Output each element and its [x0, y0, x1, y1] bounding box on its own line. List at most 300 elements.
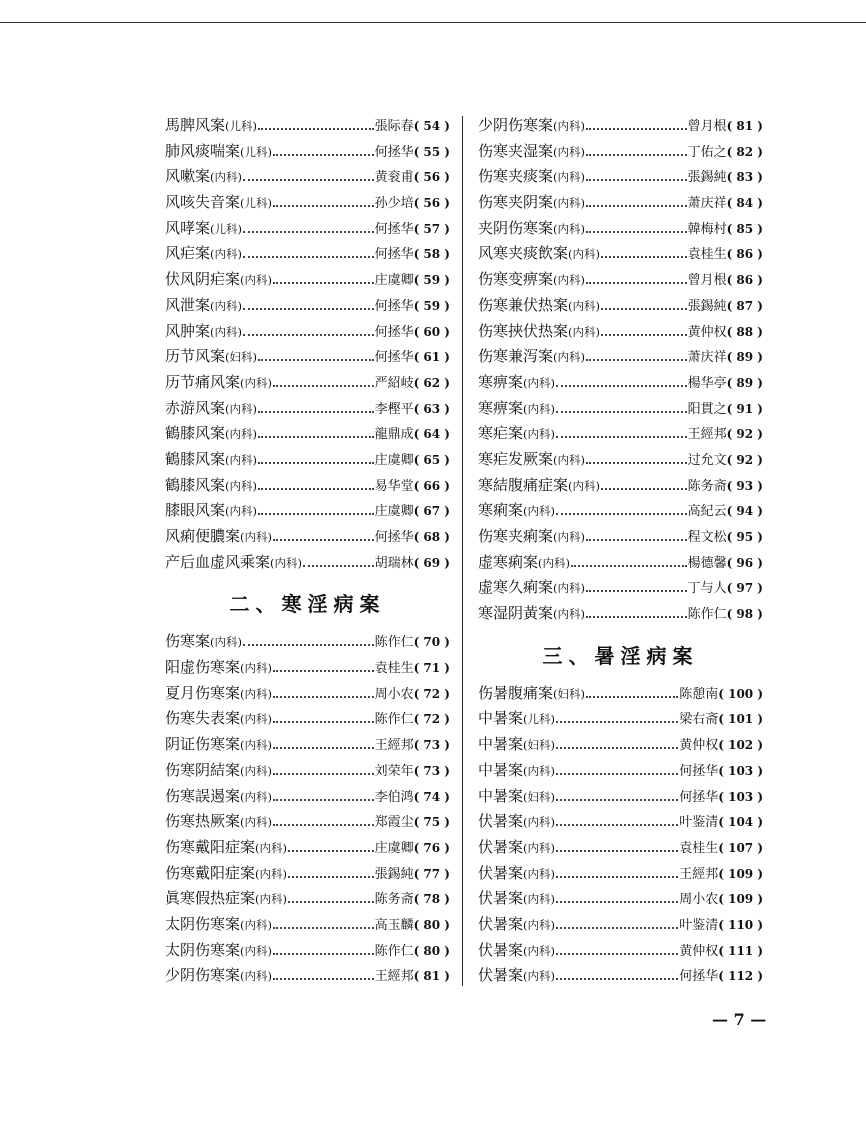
entry-author: 陈作仁 — [374, 635, 414, 651]
toc-entry — [478, 217, 763, 243]
entry-author: 何拯华 — [679, 763, 719, 779]
entry-author: 何拯华 — [374, 350, 414, 366]
entry-page: ( 109 ) — [718, 892, 763, 907]
entry-author: 严紹岐 — [374, 375, 414, 391]
entry-page: ( 112 ) — [718, 969, 763, 984]
entry-page: ( 78 ) — [413, 892, 450, 907]
dot-leader — [258, 513, 374, 515]
dot-leader — [556, 385, 687, 387]
entry-author: 黄仲权 — [679, 738, 719, 754]
entry-author: 郑霞尘 — [374, 815, 414, 831]
entry-title: 伤寒阴結案 — [165, 760, 241, 779]
toc-entry — [165, 320, 450, 346]
entry-author: 庄虞卿 — [374, 273, 414, 289]
entry-department: (内科) — [210, 247, 242, 262]
entry-department: (内科) — [523, 375, 555, 390]
entry-department: (内科) — [568, 298, 600, 313]
dot-leader — [586, 462, 687, 464]
toc-entry — [165, 268, 450, 294]
toc-entry — [478, 733, 763, 759]
dot-leader — [288, 876, 374, 878]
page-number: — 7 — — [712, 1010, 767, 1029]
entry-page: ( 62 ) — [413, 375, 450, 390]
entry-author: 李樫平 — [374, 401, 414, 417]
entry-department: (儿科) — [225, 119, 257, 133]
dot-leader — [586, 128, 687, 130]
entry-department: (内科) — [553, 530, 585, 544]
entry-department: (内科) — [553, 221, 585, 236]
entry-page: ( 103 ) — [718, 763, 763, 778]
entry-department: (内科) — [240, 969, 272, 984]
entry-page: ( 84 ) — [726, 196, 763, 211]
dot-leader — [243, 334, 374, 336]
entry-title: 伏暑案 — [478, 837, 524, 856]
toc-entry — [165, 525, 450, 551]
entry-department: (内科) — [240, 738, 272, 753]
dot-leader — [556, 513, 687, 515]
dot-leader — [586, 590, 687, 592]
entry-department: (内科) — [553, 119, 585, 133]
entry-title: 伏暑案 — [478, 863, 524, 882]
entry-title: 伤寒热厥案 — [165, 812, 241, 831]
entry-page: ( 102 ) — [718, 738, 763, 753]
dot-leader — [556, 850, 678, 852]
entry-title: 伤寒失表案 — [165, 709, 241, 728]
entry-title: 伤寒戴阳症案 — [165, 837, 256, 856]
dot-leader — [586, 282, 687, 284]
entry-department: (内科) — [523, 840, 555, 855]
entry-page: ( 70 ) — [413, 635, 450, 650]
toc-entry — [478, 964, 763, 990]
entry-title: 风咳失音案 — [165, 193, 241, 212]
entry-page: ( 59 ) — [413, 273, 450, 288]
entry-page: ( 92 ) — [726, 452, 763, 467]
entry-department: (内科) — [553, 273, 585, 288]
entry-page: ( 107 ) — [718, 840, 763, 855]
entry-page: ( 68 ) — [413, 530, 450, 544]
toc-entry — [478, 785, 763, 811]
dot-leader — [586, 696, 678, 698]
entry-page: ( 85 ) — [726, 221, 763, 236]
dot-leader — [586, 539, 687, 541]
entry-title: 伏暑案 — [478, 889, 524, 908]
entry-page: ( 100 ) — [718, 686, 763, 701]
toc-entry — [165, 630, 450, 656]
dot-leader — [243, 308, 374, 310]
entry-title: 赤游风案 — [165, 398, 226, 417]
entry-page: ( 71 ) — [413, 661, 450, 676]
dot-leader — [243, 179, 374, 181]
dot-leader — [586, 231, 687, 233]
entry-author: 李伯鸿 — [374, 789, 414, 805]
toc-entry — [165, 785, 450, 811]
entry-department: (内科) — [255, 840, 287, 855]
toc-entry — [165, 733, 450, 759]
dot-leader — [273, 721, 374, 723]
entry-author: 何拯华 — [374, 221, 414, 237]
dot-leader — [273, 978, 374, 980]
column-divider — [462, 116, 463, 986]
entry-author: 袁桂生 — [374, 661, 414, 677]
entry-page: ( 86 ) — [726, 273, 763, 288]
entry-author: 王經邦 — [679, 866, 719, 882]
entry-author: 陈作仁 — [374, 943, 414, 959]
entry-author: 黄仲权 — [679, 943, 719, 959]
right-entries-b — [478, 682, 763, 990]
entry-department: (妇科) — [523, 738, 555, 753]
toc-entry — [165, 191, 450, 217]
entry-title: 伏风阴疟案 — [165, 270, 241, 289]
left-entries-b — [165, 630, 450, 990]
dot-leader — [273, 696, 374, 698]
entry-author: 萧庆祥 — [687, 350, 727, 366]
entry-title: 中暑案 — [478, 709, 524, 728]
entry-title: 历节风案 — [165, 347, 226, 366]
entry-department: (内科) — [210, 635, 242, 650]
entry-department: (内科) — [210, 170, 242, 185]
entry-page: ( 64 ) — [413, 427, 450, 442]
entry-title: 伏暑案 — [478, 812, 524, 831]
entry-title: 寒疟案 — [478, 424, 524, 443]
dot-leader — [273, 747, 374, 749]
entry-page: ( 86 ) — [726, 247, 763, 262]
entry-author: 何拯华 — [374, 247, 414, 263]
toc-entry — [165, 371, 450, 397]
toc-entry — [165, 345, 450, 371]
dot-leader — [586, 205, 687, 207]
entry-department: (内科) — [240, 686, 272, 701]
toc-entry — [165, 887, 450, 913]
toc-entry — [478, 887, 763, 913]
entry-author: 何拯华 — [679, 969, 719, 985]
entry-page: ( 92 ) — [726, 427, 763, 442]
entry-title: 寒痹案 — [478, 398, 524, 417]
entry-author: 黄衮甫 — [374, 170, 414, 186]
entry-title: 伤寒夹阴案 — [478, 193, 554, 212]
entry-department: (内科) — [240, 815, 272, 830]
entry-author: 張錫純 — [374, 866, 414, 882]
dot-leader — [258, 436, 374, 438]
dot-leader — [273, 824, 374, 826]
dot-leader — [243, 256, 374, 258]
entry-title: 风疟案 — [165, 244, 211, 263]
entry-author: 丁佑之 — [687, 144, 727, 160]
entry-page: ( 101 ) — [718, 712, 763, 727]
entry-author: 袁桂生 — [679, 840, 719, 856]
section-heading-cold: 二、寒淫病案 — [229, 592, 386, 617]
entry-title: 产后血虚风乘案 — [165, 552, 271, 571]
entry-page: ( 74 ) — [413, 789, 450, 804]
toc-entry — [478, 836, 763, 862]
entry-author: 叶鉴清 — [679, 917, 719, 933]
entry-department: (内科) — [568, 478, 600, 493]
toc-entry — [165, 913, 450, 939]
entry-page: ( 58 ) — [413, 247, 450, 262]
entry-page: ( 89 ) — [726, 350, 763, 365]
entry-page: ( 75 ) — [413, 815, 450, 830]
entry-department: (内科) — [553, 170, 585, 185]
entry-title: 风肿案 — [165, 321, 211, 340]
entry-author: 張錫純 — [687, 170, 727, 186]
entry-author: 韓梅村 — [687, 221, 727, 237]
dot-leader — [556, 721, 678, 723]
toc-entry — [165, 656, 450, 682]
entry-title: 太阴伤寒案 — [165, 940, 241, 959]
entry-department: (内科) — [553, 350, 585, 365]
dot-leader — [258, 128, 374, 130]
entry-department: (内科) — [225, 427, 257, 442]
entry-author: 王經邦 — [374, 738, 414, 754]
entry-department: (内科) — [240, 789, 272, 804]
toc-entry — [478, 345, 763, 371]
toc-entry — [478, 294, 763, 320]
left-column — [165, 114, 450, 990]
entry-author: 曾月根 — [687, 273, 727, 289]
toc-entry — [478, 707, 763, 733]
toc-entry — [165, 862, 450, 888]
entry-author: 何拯华 — [679, 789, 719, 805]
entry-department: (内科) — [240, 763, 272, 778]
entry-title: 鶴膝风案 — [165, 449, 226, 468]
entry-title: 伏暑案 — [478, 914, 524, 933]
toc-entry — [478, 242, 763, 268]
entry-page: ( 61 ) — [413, 350, 450, 365]
toc-entry — [165, 836, 450, 862]
entry-author: 曾月根 — [687, 119, 727, 134]
toc-entry — [165, 964, 450, 990]
dot-leader — [586, 179, 687, 181]
entry-department: (内科) — [225, 504, 257, 519]
entry-page: ( 76 ) — [413, 840, 450, 855]
entry-author: 張錫純 — [687, 298, 727, 314]
dot-leader — [273, 282, 374, 284]
entry-title: 少阴伤寒案 — [478, 116, 554, 134]
entry-department: (内科) — [523, 504, 555, 519]
toc-entry — [478, 165, 763, 191]
entry-department: (妇科) — [523, 789, 555, 804]
entry-title: 太阴伤寒案 — [165, 914, 241, 933]
entry-author: 易华堂 — [374, 478, 414, 494]
toc-entry — [478, 371, 763, 397]
entry-title: 伤寒案 — [165, 632, 211, 651]
dot-leader — [303, 565, 374, 567]
entry-title: 伤暑腹痛案 — [478, 683, 554, 702]
entry-title: 风哮案 — [165, 218, 211, 237]
toc-entry — [165, 810, 450, 836]
entry-department: (内科) — [210, 298, 242, 313]
entry-author: 庄虞卿 — [374, 840, 414, 856]
entry-page: ( 66 ) — [413, 478, 450, 493]
entry-author: 高玉麟 — [374, 917, 414, 933]
entry-author: 黄仲权 — [687, 324, 727, 340]
entry-author: 何拯华 — [374, 298, 414, 314]
entry-department: (内科) — [523, 969, 555, 984]
entry-author: 程文松 — [687, 530, 727, 545]
entry-department: (内科) — [523, 763, 555, 778]
dot-leader — [601, 334, 687, 336]
entry-page: ( 110 ) — [718, 917, 763, 932]
entry-department: (内科) — [523, 943, 555, 958]
entry-title: 伏暑案 — [478, 940, 524, 959]
toc-entry — [478, 759, 763, 785]
entry-author: 何拯华 — [374, 144, 414, 160]
entry-title: 肺风痰喘案 — [165, 141, 241, 160]
toc-entry — [478, 913, 763, 939]
entry-title: 伤寒戴阳症案 — [165, 863, 256, 882]
entry-title: 夹阴伤寒案 — [478, 218, 554, 237]
entry-title: 寒結腹痛症案 — [478, 475, 569, 494]
dot-leader — [586, 359, 687, 361]
toc-entry — [165, 242, 450, 268]
entry-page: ( 109 ) — [718, 866, 763, 881]
entry-author: 庄虞卿 — [374, 504, 414, 520]
entry-department: (内科) — [240, 375, 272, 390]
entry-title: 馬脾风案 — [165, 116, 226, 134]
toc-entry — [478, 114, 763, 140]
toc-entry — [478, 499, 763, 525]
entry-title: 风嗽案 — [165, 167, 211, 186]
entry-title: 夏月伤寒案 — [165, 683, 241, 702]
entry-title: 伤寒兼泻案 — [478, 347, 554, 366]
entry-department: (内科) — [553, 581, 585, 596]
toc-entry — [478, 602, 763, 628]
entry-title: 鶴膝风案 — [165, 475, 226, 494]
entry-department: (内科) — [225, 478, 257, 493]
entry-title: 伤寒兼伏热案 — [478, 295, 569, 314]
dot-leader — [243, 231, 374, 233]
toc-entry — [478, 140, 763, 166]
dot-leader — [556, 978, 678, 980]
entry-page: ( 73 ) — [413, 738, 450, 753]
toc-entry — [478, 939, 763, 965]
entry-page: ( 104 ) — [718, 815, 763, 830]
toc-entry — [478, 268, 763, 294]
entry-department: (内科) — [255, 892, 287, 907]
dot-leader — [273, 799, 374, 801]
entry-author: 孙少培 — [374, 196, 414, 212]
entry-author: 陈憩南 — [679, 686, 719, 702]
entry-title: 伤寒夹痰案 — [478, 167, 554, 186]
entry-author: 龍鼎成 — [374, 427, 414, 443]
toc-entry — [165, 422, 450, 448]
entry-department: (内科) — [523, 917, 555, 932]
entry-page: ( 98 ) — [726, 607, 763, 622]
dot-leader — [273, 773, 374, 775]
toc-entry — [478, 525, 763, 551]
toc-entry — [478, 862, 763, 888]
entry-page: ( 57 ) — [413, 221, 450, 236]
entry-page: ( 56 ) — [413, 196, 450, 211]
entry-author: 楊德馨 — [687, 555, 727, 571]
dot-leader — [556, 876, 678, 878]
toc-entry — [165, 165, 450, 191]
toc-entry — [478, 397, 763, 423]
dot-leader — [601, 256, 687, 258]
entry-title: 中暑案 — [478, 735, 524, 754]
entry-department: (内科) — [553, 452, 585, 467]
dot-leader — [243, 644, 374, 646]
toc-entry — [165, 294, 450, 320]
entry-department: (妇科) — [225, 350, 257, 365]
entry-department: (内科) — [225, 401, 257, 416]
dot-leader — [601, 308, 687, 310]
entry-department: (妇科) — [553, 686, 585, 701]
entry-department: (内科) — [523, 815, 555, 830]
entry-page: ( 72 ) — [413, 686, 450, 701]
entry-department: (内科) — [568, 324, 600, 339]
dot-leader — [273, 670, 374, 672]
entry-title: 虚寒久痢案 — [478, 578, 554, 597]
entry-page: ( 69 ) — [413, 555, 450, 570]
entry-department: (内科) — [523, 401, 555, 416]
dot-leader — [288, 901, 374, 903]
dot-leader — [556, 824, 678, 826]
toc-entry — [478, 474, 763, 500]
entry-page: ( 103 ) — [718, 789, 763, 804]
entry-page: ( 97 ) — [726, 581, 763, 596]
entry-page: ( 72 ) — [413, 712, 450, 727]
entry-title: 少阴伤寒案 — [165, 966, 241, 985]
entry-page: ( 83 ) — [726, 170, 763, 185]
entry-department: (内科) — [240, 712, 272, 727]
entry-title: 风寒夹痰飲案 — [478, 244, 569, 263]
dot-leader — [273, 205, 374, 207]
entry-department: (儿科) — [240, 196, 272, 211]
toc-entry — [478, 682, 763, 708]
dot-leader — [601, 488, 687, 490]
entry-page: ( 89 ) — [726, 375, 763, 390]
entry-page: ( 96 ) — [726, 555, 763, 570]
dot-leader — [273, 385, 374, 387]
entry-author: 何拯华 — [374, 530, 414, 545]
entry-title: 膝眼风案 — [165, 501, 226, 520]
entry-title: 风泄案 — [165, 295, 211, 314]
entry-department: (内科) — [568, 247, 600, 262]
entry-department: (内科) — [523, 427, 555, 442]
entry-author: 陈作仁 — [374, 712, 414, 728]
dot-leader — [556, 436, 687, 438]
entry-page: ( 81 ) — [726, 119, 763, 133]
toc-entry — [478, 422, 763, 448]
entry-page: ( 93 ) — [726, 478, 763, 493]
dot-leader — [556, 799, 678, 801]
dot-leader — [258, 488, 374, 490]
toc-entry — [165, 759, 450, 785]
entry-department: (内科) — [553, 144, 585, 159]
entry-author: 叶鉴清 — [679, 815, 719, 831]
toc-entry — [478, 320, 763, 346]
entry-page: ( 63 ) — [413, 401, 450, 416]
toc-entry — [478, 576, 763, 602]
entry-title: 寒湿阴黃案 — [478, 604, 554, 623]
entry-author: 王經邦 — [687, 427, 727, 443]
entry-department: (内科) — [240, 917, 272, 932]
entry-title: 阴证伤寒案 — [165, 735, 241, 754]
entry-department: (内科) — [523, 866, 555, 881]
entry-page: ( 81 ) — [413, 969, 450, 984]
right-entries-a — [478, 114, 763, 628]
entry-page: ( 59 ) — [413, 298, 450, 313]
dot-leader — [273, 927, 374, 929]
entry-page: ( 80 ) — [413, 917, 450, 932]
toc-entry — [165, 448, 450, 474]
entry-page: ( 60 ) — [413, 324, 450, 339]
dot-leader — [258, 359, 374, 361]
entry-title: 寒痹案 — [478, 372, 524, 391]
dot-leader — [273, 154, 374, 156]
toc-entry — [165, 551, 450, 577]
entry-author: 袁桂生 — [687, 247, 727, 263]
